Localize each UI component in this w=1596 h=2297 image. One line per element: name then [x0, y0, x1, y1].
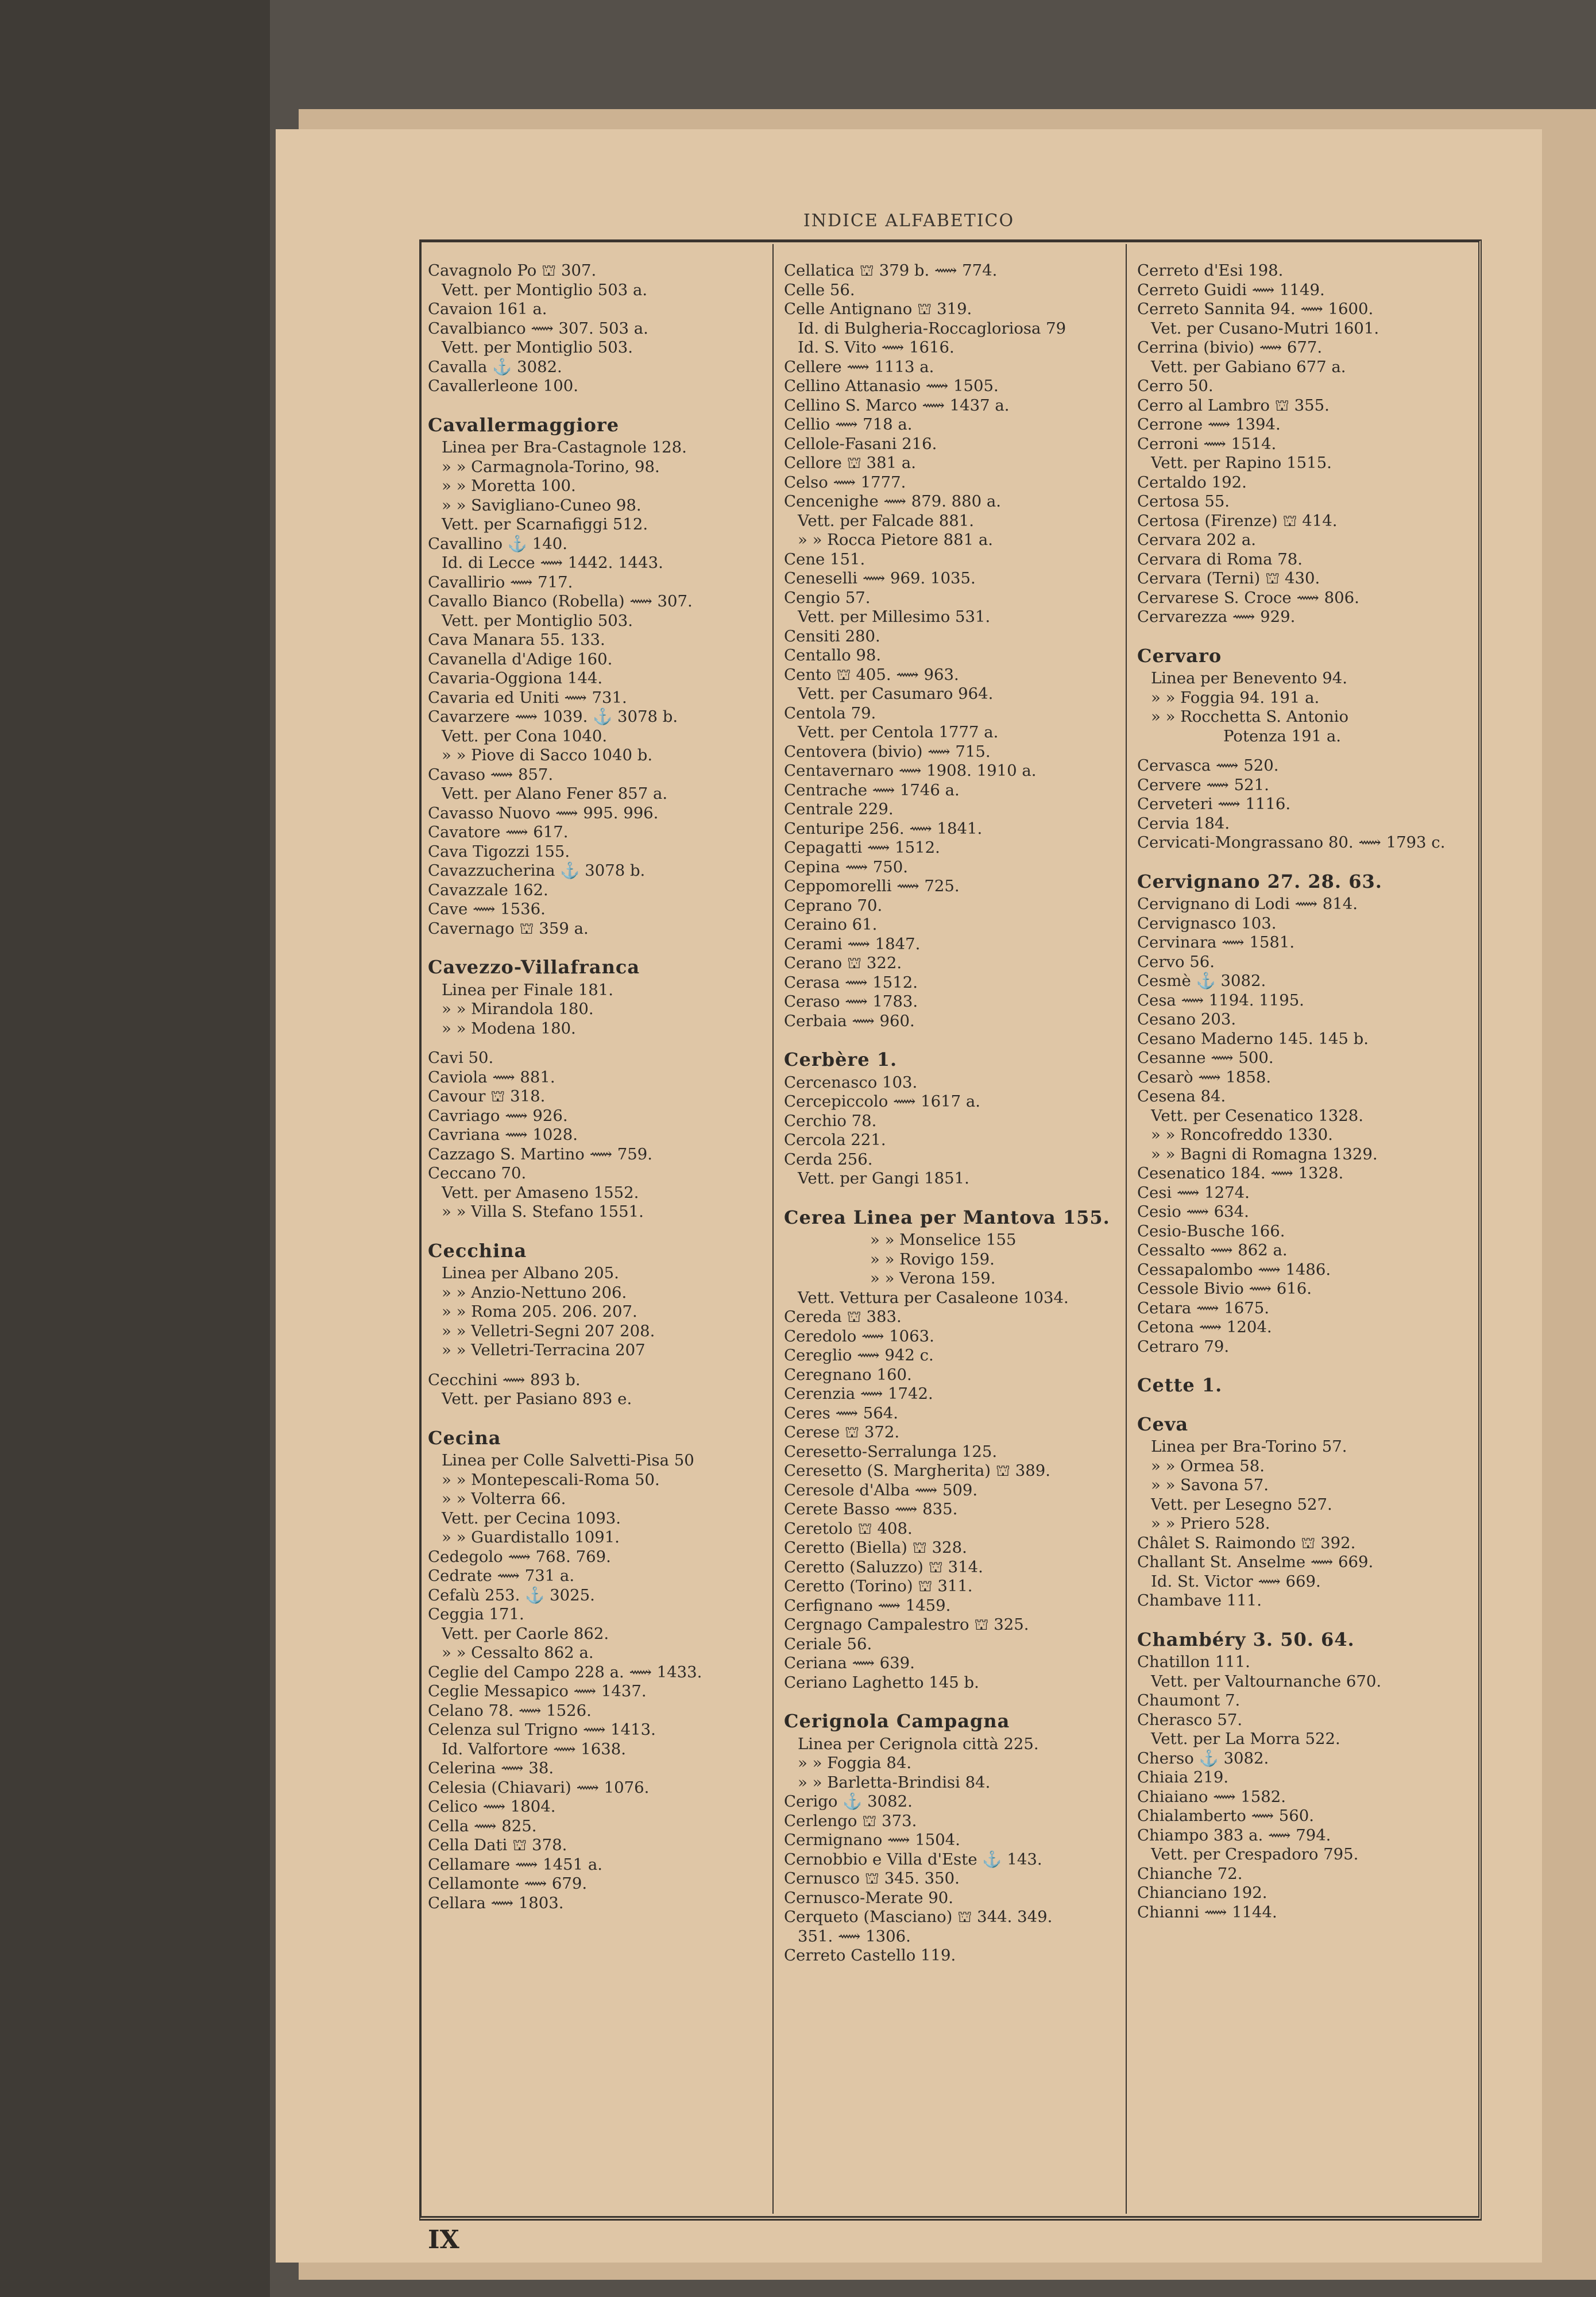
index-entry: Id. S. Vito ⟿ 1616. [798, 338, 954, 357]
index-entry: Cherso ⚓ 3082. [1137, 1749, 1269, 1768]
index-entry: Chiaiano ⟿ 1582. [1137, 1787, 1286, 1806]
index-entry: Cervere ⟿ 521. [1137, 775, 1269, 794]
index-entry: Linea per Colle Salvetti-Pisa 50 [442, 1451, 694, 1470]
index-entry: Cella ⟿ 825. [428, 1816, 537, 1835]
index-entry: Vett. per Casumaro 964. [798, 685, 994, 703]
index-entry: Celenza sul Trigno ⟿ 1413. [428, 1720, 656, 1739]
index-entry: Cepina ⟿ 750. [784, 857, 908, 876]
index-entry: Ceggia 171. [428, 1605, 524, 1623]
index-heading: Cervaro [1137, 644, 1222, 667]
index-entry: Chialamberto ⟿ 560. [1137, 1807, 1314, 1825]
index-entry: » » Bagni di Romagna 1329. [1151, 1144, 1378, 1163]
index-entry: Cavi 50. [428, 1049, 494, 1067]
index-entry: Cereda ⛫ 383. [784, 1308, 902, 1326]
index-entry: Ceredolo ⟿ 1063. [784, 1327, 934, 1345]
index-entry: Linea per Bra-Castagnole 128. [442, 438, 687, 457]
index-entry: Linea per Bra-Torino 57. [1151, 1437, 1347, 1456]
index-entry: Cerlengo ⛫ 373. [784, 1811, 917, 1830]
index-entry: Chambave 111. [1137, 1591, 1262, 1610]
index-entry: Cervia 184. [1137, 814, 1230, 833]
index-entry: Ceraino 61. [784, 915, 878, 934]
index-entry: Cernusco-Merate 90. [784, 1888, 954, 1907]
index-entry: Cerchio 78. [784, 1111, 877, 1130]
index-entry: Cessapalombo ⟿ 1486. [1137, 1260, 1331, 1279]
index-entry: Cedegolo ⟿ 768. 769. [428, 1547, 611, 1566]
index-entry: Celesia (Chiavari) ⟿ 1076. [428, 1778, 650, 1797]
index-entry: Cellere ⟿ 1113 a. [784, 357, 934, 376]
index-entry: » » Rocca Pietore 881 a. [798, 531, 994, 549]
index-entry: Celico ⟿ 1804. [428, 1797, 556, 1816]
index-entry: Cavalla ⚓ 3082. [428, 357, 562, 376]
index-entry: Cedrate ⟿ 731 a. [428, 1567, 575, 1585]
index-entry: Ceriale 56. [784, 1634, 872, 1653]
index-entry: Celano 78. ⟿ 1526. [428, 1701, 592, 1720]
index-entry: Cermignano ⟿ 1504. [784, 1831, 960, 1849]
index-entry: Ceneselli ⟿ 969. 1035. [784, 569, 976, 587]
index-entry: Cellamare ⟿ 1451 a. [428, 1855, 602, 1874]
index-entry: Cepagatti ⟿ 1512. [784, 838, 940, 857]
index-entry: Vett. Vettura per Casaleone 1034. [798, 1288, 1069, 1307]
index-entry: Potenza 191 a. [1223, 726, 1341, 745]
index-heading: Ceva [1137, 1413, 1189, 1435]
index-heading: Cerbère 1. [784, 1049, 898, 1070]
index-entry: Cella Dati ⛫ 378. [428, 1836, 567, 1854]
index-entry: Cellino S. Marco ⟿ 1437 a. [784, 396, 1010, 415]
index-entry: » » Foggia 94. 191 a. [1151, 688, 1320, 707]
index-heading: Cavallermaggiore [428, 413, 620, 436]
index-entry: Cavriana ⟿ 1028. [428, 1126, 578, 1144]
index-entry: Cerbaia ⟿ 960. [784, 1011, 915, 1030]
index-entry: Cavernago ⛫ 359 a. [428, 919, 589, 938]
index-entry: » » Cessalto 862 a. [442, 1644, 594, 1662]
index-entry: Cencenighe ⟿ 879. 880 a. [784, 492, 1002, 511]
index-entry: Vett. per La Morra 522. [1151, 1730, 1340, 1748]
index-entry: » » Villa S. Stefano 1551. [442, 1202, 644, 1221]
index-entry: Linea per Benevento 94. [1151, 669, 1348, 687]
index-entry: Centavernaro ⟿ 1908. 1910 a. [784, 761, 1037, 780]
index-entry: Cercola 221. [784, 1131, 886, 1149]
index-entry: Cerese ⛫ 372. [784, 1423, 900, 1441]
index-heading: Cerea Linea per Mantova 155. [784, 1206, 1110, 1228]
index-entry: Challant St. Anselme ⟿ 669. [1137, 1553, 1374, 1571]
index-entry: Cavaria-Oggiona 144. [428, 669, 603, 687]
index-entry: Cavazzale 162. [428, 880, 548, 899]
index-entry: Cesio ⟿ 634. [1137, 1202, 1249, 1221]
index-entry: Cengio 57. [784, 588, 871, 607]
index-entry: » » Velletri-Terracina 207 [442, 1341, 646, 1359]
index-entry: Id. St. Victor ⟿ 669. [1151, 1572, 1321, 1591]
index-entry: Celle Antignano ⛫ 319. [784, 300, 972, 318]
index-entry: Cervignano di Lodi ⟿ 814. [1137, 895, 1358, 913]
index-column-1 [428, 261, 772, 1913]
index-entry: Vett. per Valtournanche 670. [1151, 1672, 1382, 1691]
index-entry: Cercepiccolo ⟿ 1617 a. [784, 1092, 981, 1111]
index-entry: Centallo 98. [784, 646, 882, 664]
index-entry: Cesanne ⟿ 500. [1137, 1049, 1274, 1067]
index-entry: Cerenzia ⟿ 1742. [784, 1385, 933, 1403]
index-entry: Certosa 55. [1137, 492, 1230, 511]
index-entry: Cazzago S. Martino ⟿ 759. [428, 1144, 653, 1163]
index-entry: Ceresetto (S. Margherita) ⛫ 389. [784, 1461, 1050, 1480]
index-entry: Vett. per Montiglio 503. [442, 611, 633, 630]
index-column-2 [784, 261, 1129, 1966]
index-entry: Cavazzucherina ⚓ 3078 b. [428, 861, 646, 880]
index-heading: Cervignano 27. 28. 63. [1137, 870, 1382, 892]
index-entry: Vett. per Cona 1040. [442, 726, 608, 745]
index-entry: Id. di Bulgheria-Roccagloriosa 79 [798, 319, 1066, 338]
index-entry: Cavaria ed Uniti ⟿ 731. [428, 688, 627, 707]
index-entry: Ceprano 70. [784, 896, 883, 915]
index-entry: Cerreto Sannita 94. ⟿ 1600. [1137, 300, 1374, 318]
index-entry: Cervarezza ⟿ 929. [1137, 608, 1296, 626]
index-entry: Ceriano Laghetto 145 b. [784, 1673, 979, 1692]
index-entry: Vett. per Montiglio 503. [442, 338, 633, 357]
index-entry: Ceglie Messapico ⟿ 1437. [428, 1682, 647, 1700]
index-entry: Cavour ⛫ 318. [428, 1087, 546, 1105]
index-entry: » » Guardistallo 1091. [442, 1528, 620, 1546]
index-heading: Chambéry 3. 50. 64. [1137, 1628, 1355, 1650]
index-entry: Cervo 56. [1137, 952, 1215, 971]
index-entry: Cessalto ⟿ 862 a. [1137, 1241, 1288, 1259]
index-entry: » » Savona 57. [1151, 1476, 1269, 1494]
index-entry: » » Monselice 155 [870, 1231, 1017, 1249]
index-entry: Cento ⛫ 405. ⟿ 963. [784, 665, 959, 684]
index-entry: Linea per Albano 205. [442, 1264, 619, 1282]
index-entry: Cavallino ⚓ 140. [428, 534, 567, 553]
index-entry: Cavalbianco ⟿ 307. 503 a. [428, 319, 648, 338]
index-entry: Vett. per Cesenatico 1328. [1151, 1106, 1364, 1125]
index-entry: Cerreto Guidi ⟿ 1149. [1137, 280, 1325, 299]
index-entry: Vet. per Cusano-Mutri 1601. [1151, 319, 1379, 338]
index-entry: Chianche 72. [1137, 1864, 1243, 1883]
running-head: INDICE ALFABETICO [803, 211, 1015, 231]
index-entry: Ceregnano 160. [784, 1365, 912, 1384]
index-entry: Cerfignano ⟿ 1459. [784, 1596, 951, 1615]
index-entry: Cergnago Campalestro ⛫ 325. [784, 1615, 1029, 1634]
index-entry: Cerqueto (Masciano) ⛫ 344. 349. [784, 1908, 1053, 1926]
index-entry: Cerano ⛫ 322. [784, 954, 902, 972]
index-entry: Cervicati-Mongrassano 80. ⟿ 1793 c. [1137, 833, 1446, 852]
index-entry: Vett. per Centola 1777 a. [798, 723, 999, 741]
index-entry: Id. Valfortore ⟿ 1638. [442, 1739, 627, 1758]
index-entry: Vett. per Millesimo 531. [798, 608, 991, 626]
index-entry: Cavallirio ⟿ 717. [428, 573, 573, 591]
index-entry: Cervignasco 103. [1137, 914, 1277, 933]
index-entry: Ceretto (Torino) ⛫ 311. [784, 1577, 973, 1595]
index-entry: Id. di Lecce ⟿ 1442. 1443. [442, 554, 663, 572]
index-entry: Vett. per Falcade 881. [798, 511, 975, 530]
index-entry: Ceccano 70. [428, 1164, 527, 1182]
index-entry: Cherasco 57. [1137, 1710, 1243, 1729]
index-entry: Cercenasco 103. [784, 1073, 918, 1092]
index-entry: Cavagnolo Po ⛫ 307. [428, 261, 597, 280]
column-rule [772, 244, 774, 2214]
index-entry: Cavriago ⟿ 926. [428, 1106, 568, 1125]
index-entry: Ceretolo ⛫ 408. [784, 1519, 913, 1538]
index-entry: Centrale 229. [784, 800, 894, 818]
index-entry: Cerrone ⟿ 1394. [1137, 415, 1281, 434]
index-entry: Vett. per Cecina 1093. [442, 1509, 621, 1528]
index-entry: Cernusco ⛫ 345. 350. [784, 1869, 960, 1888]
index-entry: Cetara ⟿ 1675. [1137, 1298, 1269, 1317]
index-entry: Chaumont 7. [1137, 1691, 1241, 1710]
index-entry: Cerami ⟿ 1847. [784, 934, 921, 953]
index-entry: Cecchini ⟿ 893 b. [428, 1370, 581, 1389]
index-heading: Cecina [428, 1426, 501, 1449]
index-entry: Vett. per Rapino 1515. [1151, 454, 1332, 472]
index-entry: Cavallo Bianco (Robella) ⟿ 307. [428, 592, 693, 610]
index-entry: Cesio-Busche 166. [1137, 1221, 1285, 1240]
index-entry: Centrache ⟿ 1746 a. [784, 780, 960, 799]
index-entry: Cavallerleone 100. [428, 377, 578, 395]
index-entry: » » Piove di Sacco 1040 b. [442, 746, 653, 764]
index-entry: Cesano 203. [1137, 1010, 1236, 1028]
index-entry: Cene 151. [784, 550, 865, 569]
index-entry: Vett. per Gangi 1851. [798, 1169, 969, 1188]
index-entry: Vett. per Lesegno 527. [1151, 1495, 1332, 1514]
index-entry: Vett. per Alano Fener 857 a. [442, 784, 668, 803]
index-entry: » » Ormea 58. [1151, 1456, 1265, 1475]
index-entry: Cervara 202 a. [1137, 531, 1257, 549]
index-entry: Cesi ⟿ 1274. [1137, 1183, 1250, 1202]
index-entry: Cellio ⟿ 718 a. [784, 415, 913, 434]
index-entry: Cerreto d'Esi 198. [1137, 261, 1284, 280]
index-entry: Cavaso ⟿ 857. [428, 765, 554, 784]
index-entry: Certosa (Firenze) ⛫ 414. [1137, 511, 1338, 530]
index-entry: » » Anzio-Nettuno 206. [442, 1283, 627, 1302]
index-entry: Cavanella d'Adige 160. [428, 649, 613, 668]
index-entry: Ceretto (Biella) ⛫ 328. [784, 1538, 967, 1557]
index-entry: Ceriana ⟿ 639. [784, 1654, 915, 1672]
index-entry: Cetona ⟿ 1204. [1137, 1318, 1272, 1336]
index-entry: Cervarese S. Croce ⟿ 806. [1137, 588, 1359, 607]
index-entry: Celso ⟿ 1777. [784, 473, 906, 492]
index-entry: Cerete Basso ⟿ 835. [784, 1500, 958, 1518]
index-entry: » » Rocchetta S. Antonio [1151, 707, 1349, 726]
index-entry: Censiti 280. [784, 627, 880, 645]
index-entry: Vett. per Crespadoro 795. [1151, 1845, 1359, 1863]
index-entry: Caviola ⟿ 881. [428, 1068, 555, 1086]
index-entry: Cervara (Terni) ⛫ 430. [1137, 569, 1320, 587]
index-entry: » » Carmagnola-Torino, 98. [442, 457, 660, 476]
index-entry: Celle 56. [784, 280, 855, 299]
index-entry: 351. ⟿ 1306. [798, 1927, 911, 1946]
index-entry: Cavarzere ⟿ 1039. ⚓ 3078 b. [428, 707, 678, 726]
index-entry: Vett. per Montiglio 503 a. [442, 280, 648, 299]
index-heading: Cavezzo-Villafranca [428, 956, 640, 978]
index-entry: Cerrina (bivio) ⟿ 677. [1137, 338, 1323, 357]
index-entry: Chianni ⟿ 1144. [1137, 1902, 1277, 1921]
background-shadow [0, 0, 270, 2297]
index-entry: Cessole Bivio ⟿ 616. [1137, 1279, 1312, 1298]
index-entry: Cellara ⟿ 1803. [428, 1893, 564, 1912]
index-entry: Châlet S. Raimondo ⛫ 392. [1137, 1533, 1356, 1552]
index-entry: Chiampo 383 a. ⟿ 794. [1137, 1826, 1331, 1844]
index-entry: Cerro 50. [1137, 377, 1214, 395]
index-entry: Cesena 84. [1137, 1087, 1226, 1105]
index-entry: » » Foggia 84. [798, 1754, 912, 1772]
index-entry: Vett. per Scarnafiggi 512. [442, 515, 648, 533]
index-entry: » » Roma 205. 206. 207. [442, 1302, 637, 1321]
index-entry: Cerveteri ⟿ 1116. [1137, 795, 1291, 813]
index-entry: Cervinara ⟿ 1581. [1137, 933, 1295, 952]
index-entry: Cavatore ⟿ 617. [428, 823, 569, 841]
index-entry: » » Roncofreddo 1330. [1151, 1126, 1333, 1144]
index-entry: Cerasa ⟿ 1512. [784, 973, 918, 992]
index-entry: Ceres ⟿ 564. [784, 1403, 898, 1422]
index-entry: Cereglio ⟿ 942 c. [784, 1346, 934, 1364]
index-entry: Cavaion 161 a. [428, 300, 547, 318]
index-entry: Cerda 256. [784, 1150, 873, 1169]
index-entry: Cefalù 253. ⚓ 3025. [428, 1586, 595, 1604]
index-entry: Cervasca ⟿ 520. [1137, 756, 1279, 775]
index-entry: Cetraro 79. [1137, 1337, 1230, 1356]
index-entry: Celerina ⟿ 38. [428, 1759, 554, 1777]
index-entry: » » Volterra 66. [442, 1490, 566, 1508]
index-entry: Cellole-Fasani 216. [784, 434, 937, 453]
index-entry: » » Priero 528. [1151, 1514, 1270, 1533]
index-entry: Linea per Finale 181. [442, 980, 613, 999]
index-entry: Chianciano 192. [1137, 1884, 1267, 1902]
index-entry: Centuripe 256. ⟿ 1841. [784, 819, 983, 838]
page-number: IX [428, 2225, 459, 2255]
index-entry: Cava Tigozzi 155. [428, 842, 570, 861]
index-heading: Cette 1. [1137, 1374, 1223, 1396]
index-entry: Cerro al Lambro ⛫ 355. [1137, 396, 1330, 415]
index-entry: Cervara di Roma 78. [1137, 550, 1303, 569]
index-entry: Linea per Cerignola città 225. [798, 1734, 1039, 1753]
index-entry: Cellore ⛫ 381 a. [784, 454, 917, 472]
index-entry: Cerreto Castello 119. [784, 1946, 956, 1965]
index-entry: » » Barletta-Brindisi 84. [798, 1773, 991, 1792]
index-entry: Cesmè ⚓ 3082. [1137, 972, 1266, 990]
index-entry: » » Savigliano-Cuneo 98. [442, 496, 642, 515]
index-entry: Ceraso ⟿ 1783. [784, 992, 918, 1011]
index-entry: Cave ⟿ 1536. [428, 900, 546, 918]
index-entry: Vett. per Pasiano 893 e. [442, 1390, 632, 1408]
index-entry: » » Moretta 100. [442, 477, 576, 495]
index-entry: Vett. per Amaseno 1552. [442, 1183, 639, 1202]
index-entry: Cellino Attanasio ⟿ 1505. [784, 377, 999, 395]
index-entry: Cesenatico 184. ⟿ 1328. [1137, 1164, 1344, 1182]
index-entry: Ceresole d'Alba ⟿ 509. [784, 1480, 978, 1499]
index-entry: » » Rovigo 159. [870, 1250, 995, 1269]
index-entry: » » Mirandola 180. [442, 1000, 594, 1018]
index-entry: Vett. per Gabiano 677 a. [1151, 357, 1346, 376]
index-entry: » » Modena 180. [442, 1019, 576, 1038]
index-entry: Cellatica ⛫ 379 b. ⟿ 774. [784, 261, 998, 280]
index-column-3 [1137, 261, 1482, 1922]
index-entry: Vett. per Caorle 862. [442, 1624, 609, 1643]
index-heading: Cecchina [428, 1239, 527, 1262]
index-entry: Cellamonte ⟿ 679. [428, 1874, 588, 1893]
book-page [276, 129, 1542, 2263]
index-entry: Certaldo 192. [1137, 473, 1247, 492]
index-entry: Centola 79. [784, 703, 876, 722]
index-entry: Cesano Maderno 145. 145 b. [1137, 1029, 1369, 1048]
index-entry: Cesa ⟿ 1194. 1195. [1137, 991, 1304, 1010]
index-entry: Ceresetto-Serralunga 125. [784, 1442, 998, 1461]
index-entry: Ceglie del Campo 228 a. ⟿ 1433. [428, 1662, 702, 1681]
index-entry: Cerroni ⟿ 1514. [1137, 434, 1277, 453]
index-heading: Cerignola Campagna [784, 1710, 1010, 1732]
index-entry: Cava Manara 55. 133. [428, 631, 605, 649]
index-entry: Cernobbio e Villa d'Este ⚓ 143. [784, 1850, 1042, 1869]
index-entry: Ceppomorelli ⟿ 725. [784, 877, 960, 895]
index-entry: Cerigo ⚓ 3082. [784, 1792, 913, 1811]
index-entry: Ceretto (Saluzzo) ⛫ 314. [784, 1557, 983, 1576]
index-entry: » » Verona 159. [870, 1269, 996, 1287]
index-entry: » » Montepescali-Roma 50. [442, 1470, 660, 1489]
index-entry: » » Velletri-Segni 207 208. [442, 1321, 655, 1340]
index-entry: Centovera (bivio) ⟿ 715. [784, 742, 991, 761]
index-entry: Chatillon 111. [1137, 1653, 1250, 1671]
index-entry: Cesarò ⟿ 1858. [1137, 1068, 1272, 1086]
index-entry: Chiaia 219. [1137, 1768, 1229, 1786]
index-entry: Cavasso Nuovo ⟿ 995. 996. [428, 803, 659, 822]
